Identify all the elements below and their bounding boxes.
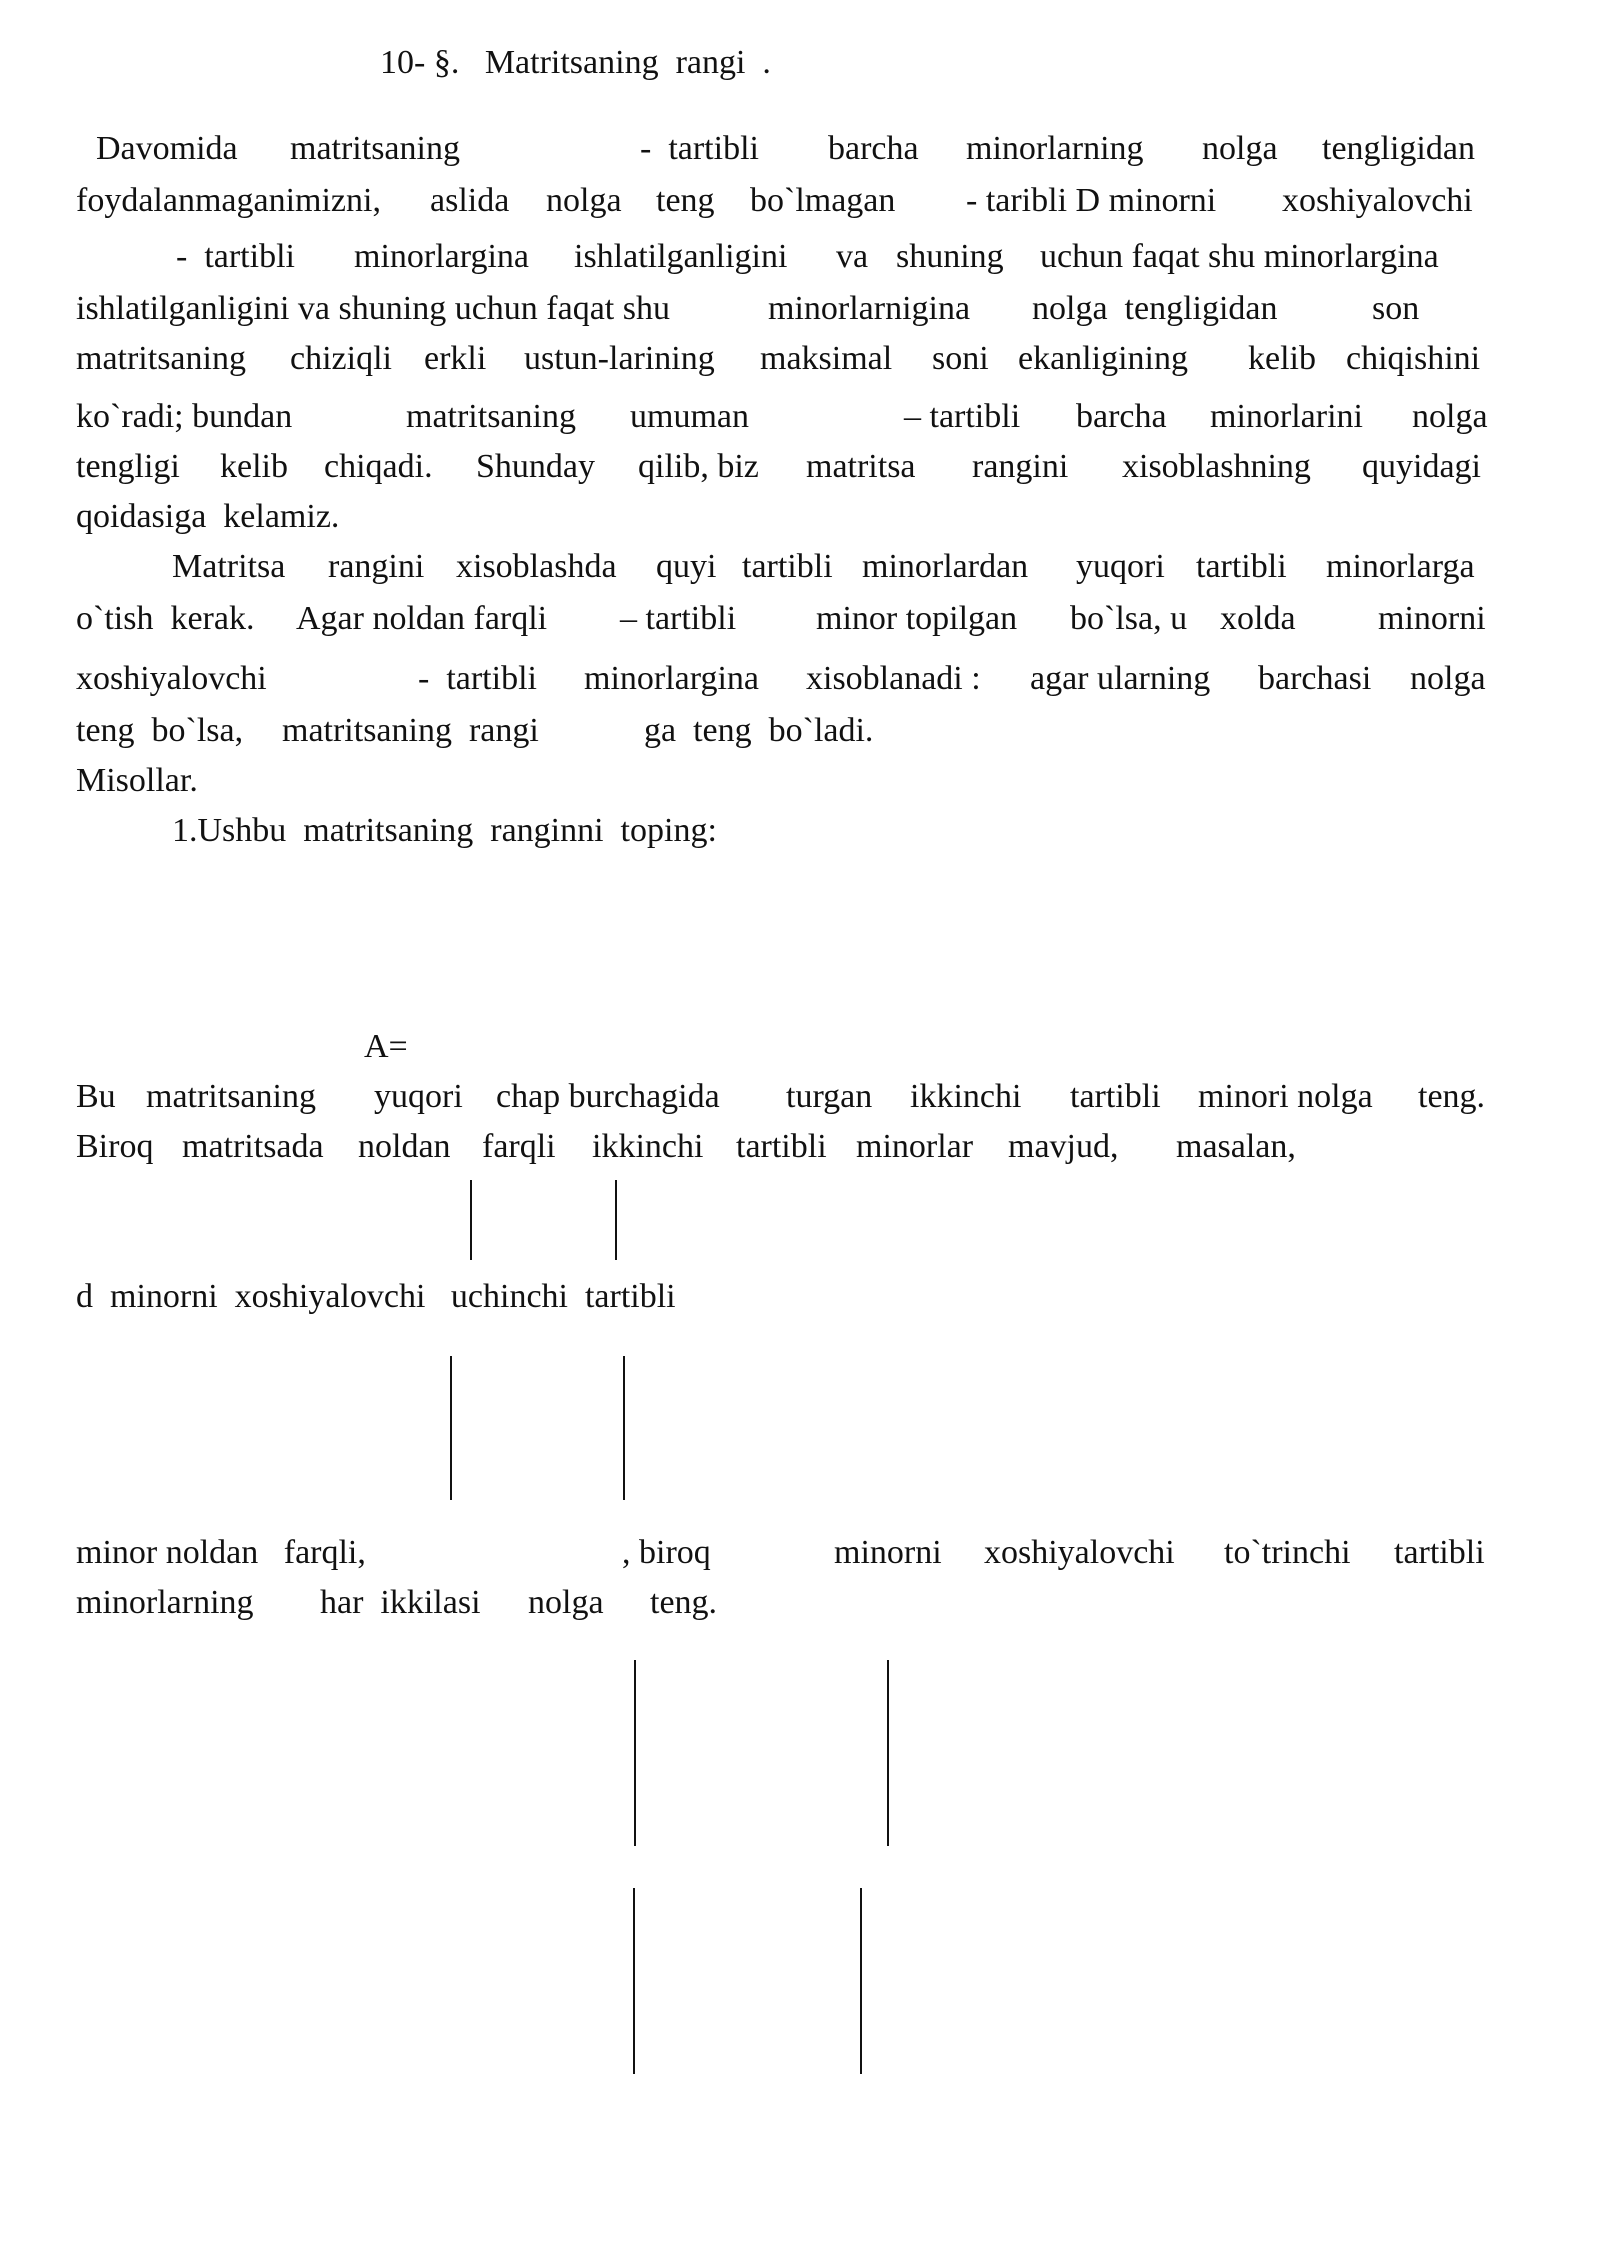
word: barchasi xyxy=(1258,660,1372,697)
word: rangini xyxy=(328,548,425,585)
word: minorlargina xyxy=(584,660,759,697)
word: tartibli xyxy=(1070,1078,1161,1115)
word: ga teng bo`ladi. xyxy=(644,712,874,749)
word: matritsada xyxy=(182,1128,324,1165)
word: - tartibli xyxy=(418,660,537,697)
word: kelib xyxy=(1248,340,1316,377)
word: matritsaning xyxy=(146,1078,316,1115)
word: minorlargina xyxy=(354,238,529,275)
word: o`tish kerak. xyxy=(76,600,255,637)
word: barcha xyxy=(1076,398,1167,435)
word: teng. xyxy=(1418,1078,1486,1115)
word: va xyxy=(836,238,869,275)
word: matritsaning xyxy=(76,340,246,377)
word: nolga xyxy=(546,182,622,219)
word: tartibli xyxy=(736,1128,827,1165)
determinant-bar-left xyxy=(450,1356,452,1500)
word: matritsa xyxy=(806,448,916,485)
word: bo`lsa, u xyxy=(1070,600,1188,637)
word: mavjud, xyxy=(1008,1128,1119,1165)
section-heading: 10- §. Matritsaning rangi . xyxy=(380,44,771,81)
word: - tartibli xyxy=(176,238,295,275)
word: tartibli xyxy=(1394,1534,1485,1571)
word: son xyxy=(1372,290,1420,327)
word: xolda xyxy=(1220,600,1296,637)
word: tengligidan xyxy=(1322,130,1475,167)
word: minori nolga xyxy=(1198,1078,1373,1115)
word: nolga xyxy=(1412,398,1488,435)
word: yuqori xyxy=(374,1078,463,1115)
word: tartibli xyxy=(1196,548,1287,585)
word: minorlarini xyxy=(1210,398,1363,435)
word: har ikkilasi xyxy=(320,1584,481,1621)
word: noldan xyxy=(358,1128,451,1165)
word: minor noldan farqli, xyxy=(76,1534,366,1571)
word: shuning xyxy=(896,238,1004,275)
word: teng. xyxy=(650,1584,718,1621)
word: ishlatilganligini va shuning uchun faqat shu xyxy=(76,290,670,327)
word: ko`radi; bundan xyxy=(76,398,293,435)
word: Davomida xyxy=(96,130,238,167)
word: ikkinchi xyxy=(910,1078,1022,1115)
word: 1.Ushbu matritsaning ranginni toping: xyxy=(172,812,717,849)
word: Matritsa xyxy=(172,548,286,585)
word: nolga xyxy=(1202,130,1278,167)
word: kelib xyxy=(220,448,288,485)
determinant-bar-right xyxy=(860,1888,862,2074)
word: , biroq xyxy=(622,1534,711,1571)
word: qilib, biz xyxy=(638,448,759,485)
word: nolga xyxy=(1410,660,1486,697)
word: xisoblashda xyxy=(456,548,617,585)
word: ekanligining xyxy=(1018,340,1188,377)
word: chiqishini xyxy=(1346,340,1481,377)
word: tartibli xyxy=(742,548,833,585)
word: Misollar. xyxy=(76,762,198,799)
word: minorlar xyxy=(856,1128,974,1165)
word: minorlarning xyxy=(966,130,1144,167)
word: – tartibli xyxy=(620,600,737,637)
word: aslida xyxy=(430,182,510,219)
word: – tartibli xyxy=(904,398,1021,435)
word: ustun-larining xyxy=(524,340,715,377)
word: matritsaning rangi xyxy=(282,712,539,749)
word: bo`lmagan xyxy=(750,182,896,219)
word: nolga xyxy=(528,1584,604,1621)
determinant-bar-left xyxy=(633,1888,635,2074)
word: ikkinchi xyxy=(592,1128,704,1165)
word: ishlatilganligini xyxy=(574,238,788,275)
word: teng bo`lsa, xyxy=(76,712,244,749)
word: uchun faqat shu minorlargina xyxy=(1040,238,1439,275)
word: quyi xyxy=(656,548,717,585)
word: matritsaning xyxy=(290,130,460,167)
word: - taribli D minorni xyxy=(966,182,1217,219)
word: minorlarnigina xyxy=(768,290,971,327)
word: rangini xyxy=(972,448,1069,485)
word: xisoblashning xyxy=(1122,448,1311,485)
word: tengligi xyxy=(76,448,180,485)
word: Bu xyxy=(76,1078,116,1115)
word: chap burchagida xyxy=(496,1078,720,1115)
word: minorlarning xyxy=(76,1584,254,1621)
word: teng xyxy=(656,182,715,219)
word: Biroq xyxy=(76,1128,154,1165)
word: soni xyxy=(932,340,989,377)
word: Shunday xyxy=(476,448,595,485)
word: xoshiyalovchi xyxy=(984,1534,1175,1571)
word: minorni xyxy=(1378,600,1486,637)
word: xoshiyalovchi xyxy=(76,660,267,697)
word: turgan xyxy=(786,1078,873,1115)
word: foydalanmaganimizni, xyxy=(76,182,381,219)
word: d minorni xoshiyalovchi uchinchi tartibli xyxy=(76,1278,676,1315)
word: minorlardan xyxy=(862,548,1029,585)
word: matritsaning xyxy=(406,398,576,435)
matrix-label: A= xyxy=(364,1028,408,1065)
word: minorni xyxy=(834,1534,942,1571)
determinant-bar-right xyxy=(887,1660,889,1846)
word: maksimal xyxy=(760,340,893,377)
word: qoidasiga kelamiz. xyxy=(76,498,340,535)
determinant-bar-left xyxy=(470,1180,472,1260)
word: farqli xyxy=(482,1128,556,1165)
word: to`trinchi xyxy=(1224,1534,1351,1571)
word: umuman xyxy=(630,398,749,435)
determinant-bar-right xyxy=(615,1180,617,1260)
word: Agar noldan farqli xyxy=(296,600,548,637)
word: barcha xyxy=(828,130,919,167)
word: xisoblanadi : xyxy=(806,660,981,697)
word: minorlarga xyxy=(1326,548,1475,585)
word: agar ularning xyxy=(1030,660,1211,697)
determinant-bar-left xyxy=(634,1660,636,1846)
word: chiziqli xyxy=(290,340,392,377)
word: yuqori xyxy=(1076,548,1165,585)
word: xoshiyalovchi xyxy=(1282,182,1473,219)
word: - tartibli xyxy=(640,130,759,167)
word: nolga tengligidan xyxy=(1032,290,1278,327)
determinant-bar-right xyxy=(623,1356,625,1500)
word: masalan, xyxy=(1176,1128,1296,1165)
word: chiqadi. xyxy=(324,448,433,485)
word: minor topilgan xyxy=(816,600,1018,637)
word: quyidagi xyxy=(1362,448,1481,485)
word: erkli xyxy=(424,340,487,377)
